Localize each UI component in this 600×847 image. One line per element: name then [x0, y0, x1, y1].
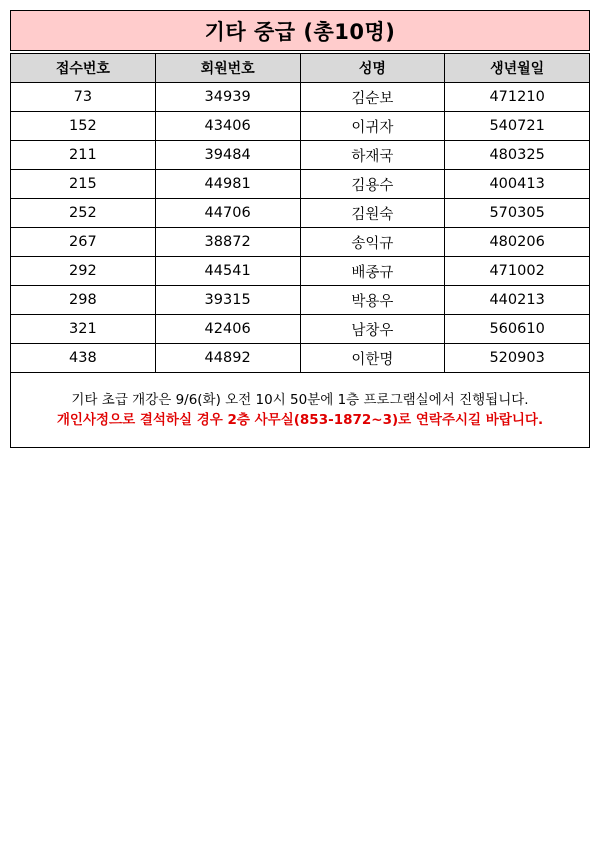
cell-registration-number: 152: [11, 112, 156, 141]
cell-registration-number: 252: [11, 199, 156, 228]
cell-member-number: 44706: [155, 199, 300, 228]
notice-box: [10, 373, 590, 448]
cell-registration-number: 215: [11, 170, 156, 199]
notice-schedule-text: 기타 초급 개강은 9/6(화) 오전 10시 50분에 1층 프로그램실에서 진행됩니다.: [71, 392, 529, 408]
cell-name: 김원숙: [300, 199, 445, 228]
cell-registration-number: 211: [11, 141, 156, 170]
cell-name: 하재국: [300, 141, 445, 170]
cell-member-number: 34939: [155, 83, 300, 112]
cell-birthdate: 480325: [445, 141, 590, 170]
cell-name: 남창우: [300, 315, 445, 344]
table-row: [11, 199, 590, 228]
cell-birthdate: 471210: [445, 83, 590, 112]
cell-member-number: 44981: [155, 170, 300, 199]
cell-member-number: 42406: [155, 315, 300, 344]
cell-name: 이한명: [300, 344, 445, 373]
table-row: [11, 257, 590, 286]
cell-registration-number: 321: [11, 315, 156, 344]
cell-registration-number: 298: [11, 286, 156, 315]
table-row: [11, 315, 590, 344]
table-row: [11, 170, 590, 199]
cell-member-number: 39315: [155, 286, 300, 315]
cell-birthdate: 480206: [445, 228, 590, 257]
cell-registration-number: 438: [11, 344, 156, 373]
cell-registration-number: 292: [11, 257, 156, 286]
cell-birthdate: 520903: [445, 344, 590, 373]
table-row: [11, 286, 590, 315]
table-row: [11, 228, 590, 257]
cell-name: 이귀자: [300, 112, 445, 141]
cell-member-number: 43406: [155, 112, 300, 141]
notice-absence-contact-text: 개인사정으로 결석하실 경우 2층 사무실(853-1872~3)로 연락주시길 바랍니다.: [56, 412, 544, 428]
cell-name: 배종규: [300, 257, 445, 286]
table-row: [11, 83, 590, 112]
page-title: 기타 중급 (총10명): [10, 10, 590, 51]
cell-member-number: 38872: [155, 228, 300, 257]
header-registration-number: 접수번호: [11, 54, 156, 83]
roster-sheet: [10, 10, 590, 448]
cell-birthdate: 540721: [445, 112, 590, 141]
cell-member-number: 44541: [155, 257, 300, 286]
cell-name: 김순보: [300, 83, 445, 112]
cell-name: 송익규: [300, 228, 445, 257]
cell-registration-number: 267: [11, 228, 156, 257]
header-member-number: 회원번호: [155, 54, 300, 83]
roster-table: [10, 53, 590, 373]
cell-member-number: 44892: [155, 344, 300, 373]
table-header-row: [11, 54, 590, 83]
header-birthdate: 생년월일: [445, 54, 590, 83]
table-row: [11, 141, 590, 170]
cell-birthdate: 560610: [445, 315, 590, 344]
cell-birthdate: 471002: [445, 257, 590, 286]
cell-birthdate: 570305: [445, 199, 590, 228]
cell-member-number: 39484: [155, 141, 300, 170]
cell-registration-number: 73: [11, 83, 156, 112]
cell-birthdate: 440213: [445, 286, 590, 315]
cell-birthdate: 400413: [445, 170, 590, 199]
cell-name: 김용수: [300, 170, 445, 199]
header-name: 성명: [300, 54, 445, 83]
cell-name: 박용우: [300, 286, 445, 315]
table-row: [11, 112, 590, 141]
table-row: [11, 344, 590, 373]
